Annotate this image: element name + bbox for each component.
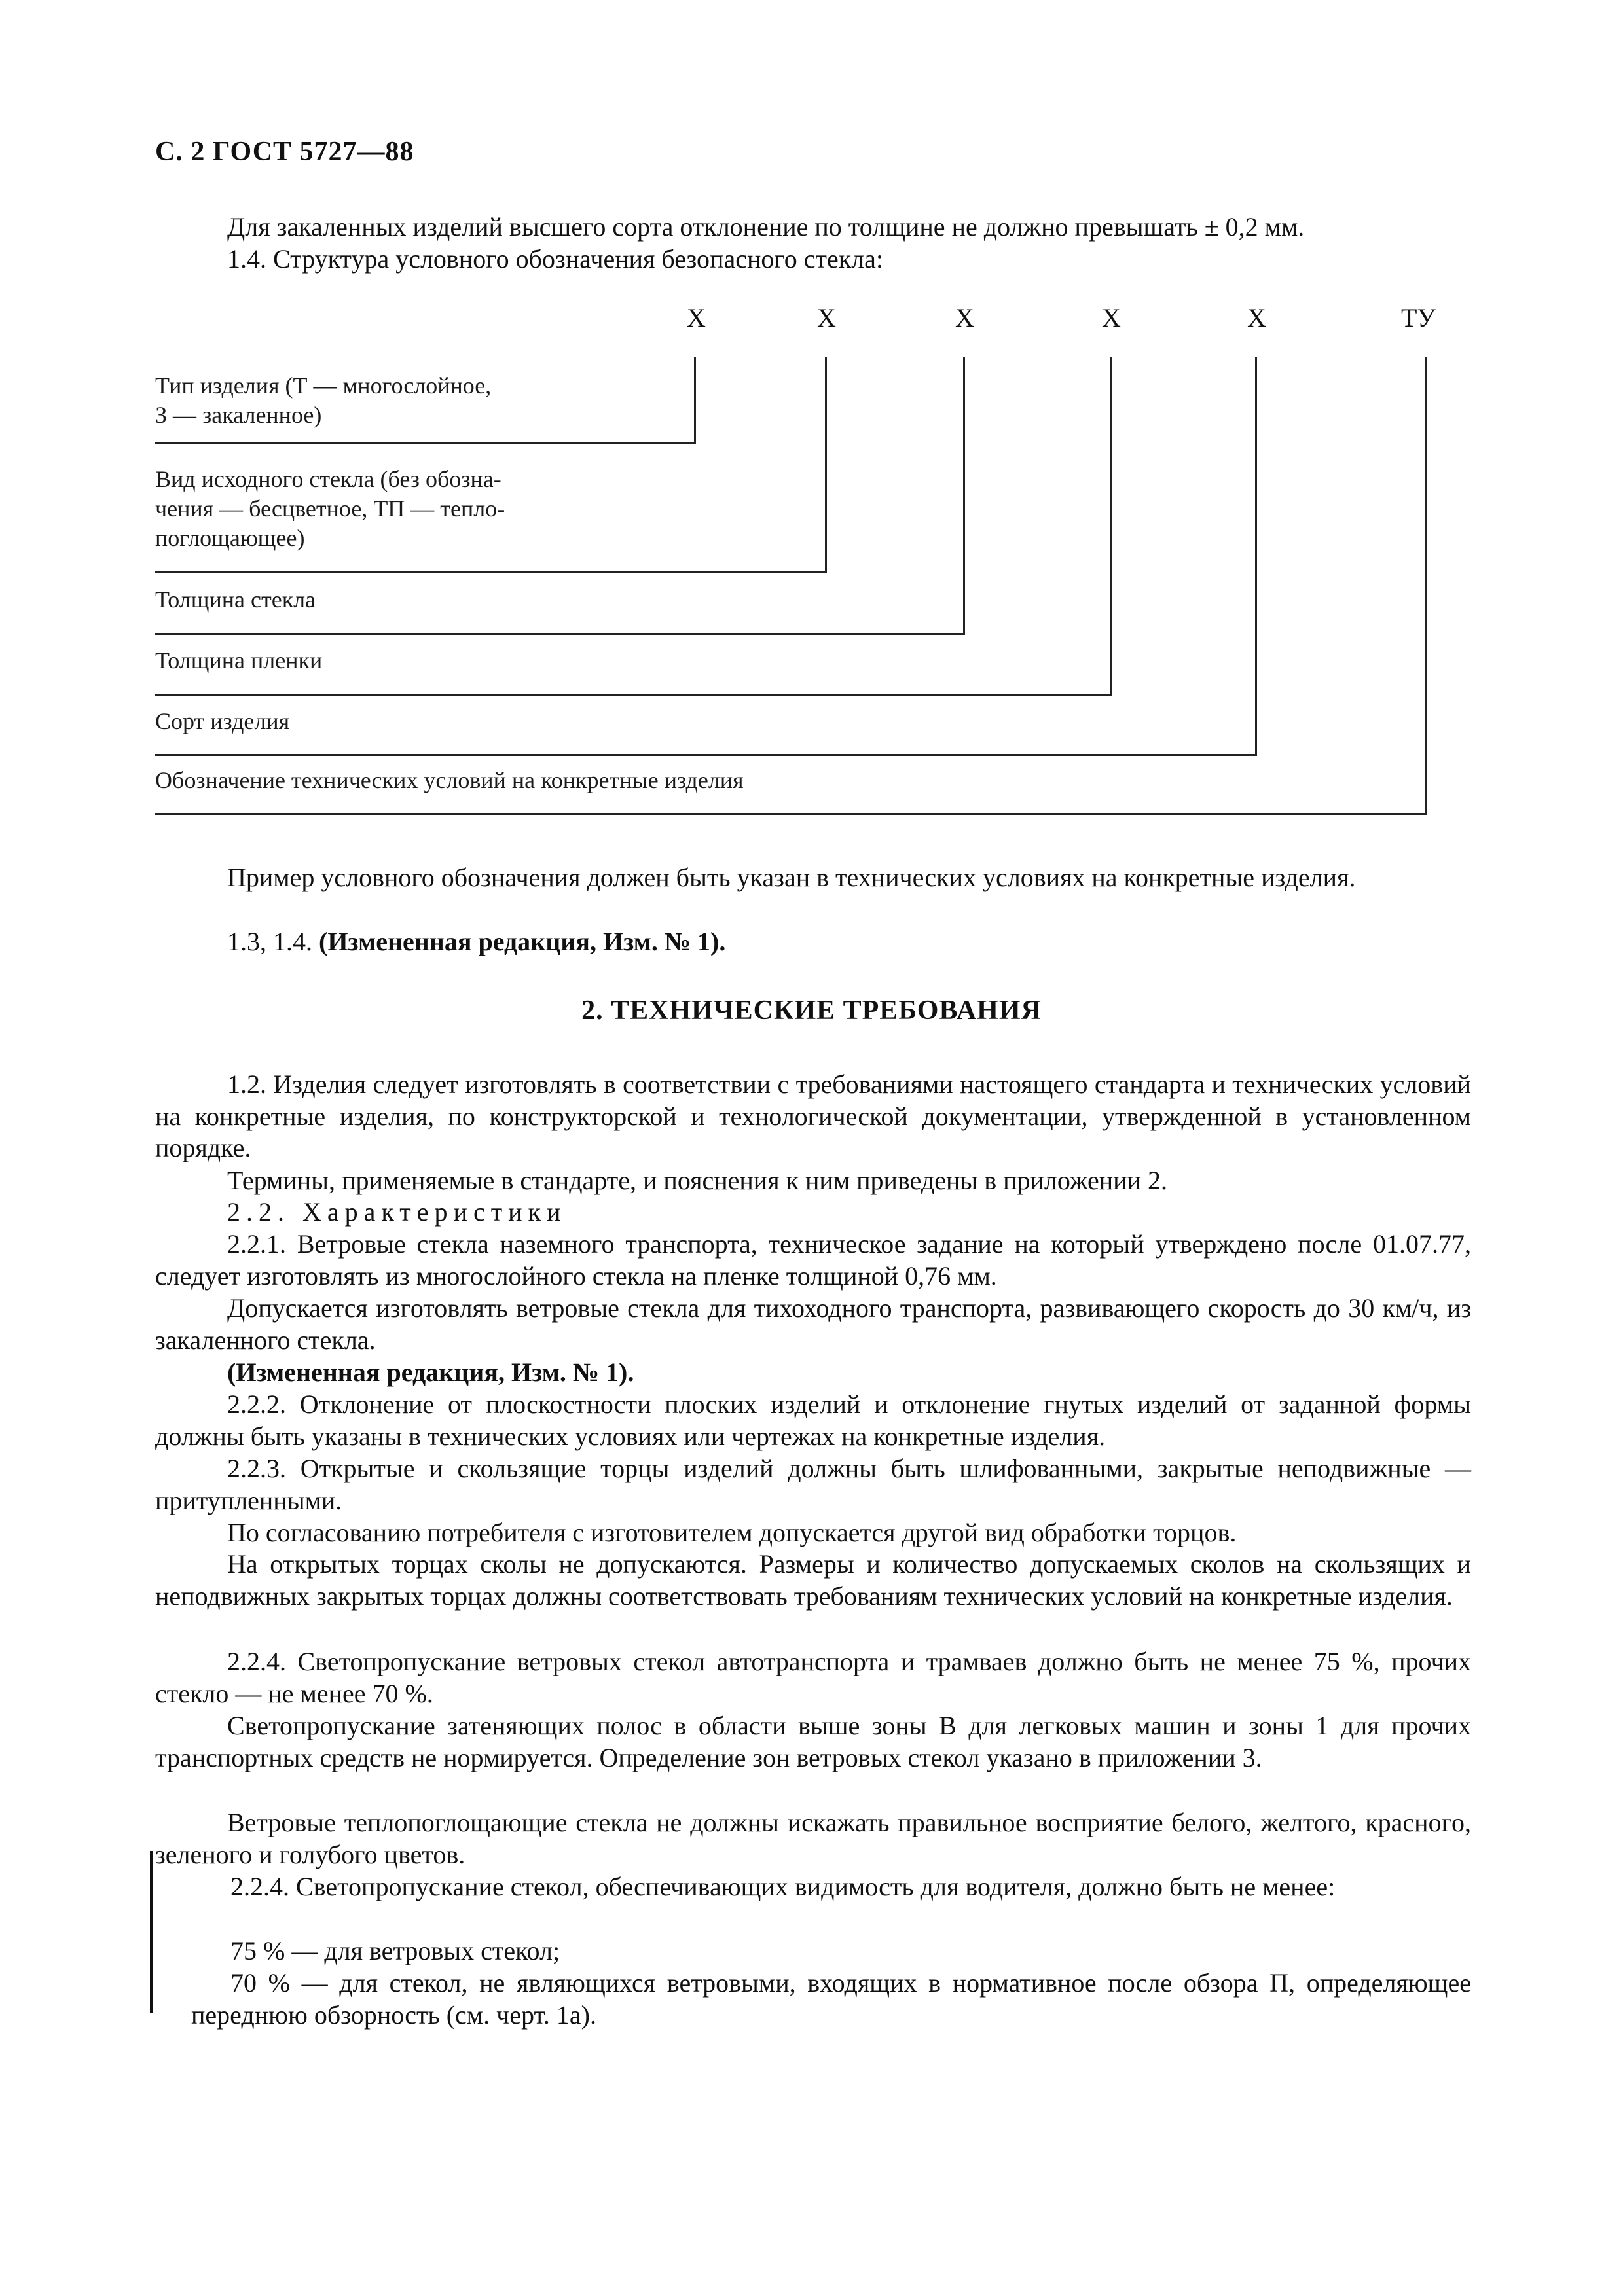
connector-vertical-4	[1110, 357, 1112, 696]
paragraph-70-text: 70 % — для стекол, не являющихся ветровыми, входящих в нормативное после обзора П, определяющее переднюю обзорность (см. черт. 1а).	[191, 1968, 1471, 2030]
paragraph-2-2-1-text: 2.2.1. Ветровые стекла наземного транспорта, техническое задание на который утверждено после 01.07.77, следует изготовлять из многослойного стекла на пленке толщиной 0,76 мм.	[155, 1229, 1471, 1291]
paragraph-agree-text: По согласованию потребителя с изготовителем допускается другой вид обработки торцов.	[227, 1518, 1237, 1547]
label-product-type: Тип изделия (Т — многослойное, З — закаленное)	[155, 372, 492, 428]
connector-vertical-1	[694, 357, 696, 444]
connector-horizontal-3	[155, 633, 965, 635]
paragraph-2-2-text: 2.2. Характеристики	[227, 1197, 567, 1227]
amendment-text: (Измененная редакция, Изм. № 1).	[319, 927, 726, 956]
paragraph-75-text: 75 % — для ветровых стекол;	[230, 1936, 560, 1965]
amendment-prefix: 1.3, 1.4.	[227, 927, 319, 956]
paragraph-heat	[155, 1807, 1471, 1871]
code-film-thickness: X	[1102, 303, 1121, 332]
amendment-note-1	[155, 926, 1471, 958]
paragraph-70	[191, 1967, 1471, 2031]
change-bar	[150, 1851, 153, 2013]
paragraph-terms-text: Термины, применяемые в стандарте, и пояснения к ним приведены в приложении 2.	[227, 1166, 1167, 1195]
paragraph-shade-text: Светопропускание затеняющих полос в области выше зоны В для легковых машин и зоны 1 для прочих транспортных средств не нормируется. Определение зон ветровых стекол указано в приложении 3.	[155, 1711, 1471, 1772]
paragraph-terms	[155, 1165, 1471, 1197]
connector-vertical-5	[1255, 357, 1257, 756]
connector-horizontal-1	[155, 442, 696, 444]
paragraph-changed	[155, 1357, 1471, 1389]
paragraph-75	[191, 1935, 1471, 1967]
paragraph-2-2-4a-text: 2.2.4. Светопропускание ветровых стекол автотранспорта и трамваев должно быть не менее 75 %, прочих стекло — не менее 70 %.	[155, 1647, 1471, 1708]
connector-horizontal-5	[155, 754, 1257, 756]
label-source-glass: Вид исходного стекла (без обозна- чения — бесцветное, ТП — тепло- поглощающее)	[155, 466, 505, 551]
paragraph-shade	[155, 1710, 1471, 1774]
paragraph-2-2-4a	[155, 1646, 1471, 1710]
paragraph-2-2-2	[155, 1389, 1471, 1452]
intro-line-2: 1.4. Структура условного обозначения безопасного стекла:	[227, 244, 884, 274]
label-grade: Сорт изделия	[155, 708, 290, 734]
code-type: X	[687, 303, 706, 332]
paragraph-2-2	[155, 1196, 1471, 1229]
code-glass: X	[817, 303, 836, 332]
page-header: С. 2 ГОСТ 5727—88	[155, 137, 414, 167]
paragraph-1-2	[155, 1069, 1471, 1164]
paragraph-1-2-text: 1.2. Изделия следует изготовлять в соответствии с требованиями настоящего стандарта и технических условий на конкретные изделия, по конструкторской и технологической документации, утвержденной в установленном порядке.	[155, 1069, 1471, 1162]
connector-vertical-3	[963, 357, 965, 635]
connector-horizontal-6	[155, 813, 1427, 815]
paragraph-agree	[155, 1517, 1471, 1549]
paragraph-2-2-4b-text: 2.2.4. Светопропускание стекол, обеспечивающих видимость для водителя, должно быть не менее:	[230, 1872, 1336, 1901]
paragraph-heat-text: Ветровые теплопоглощающие стекла не должны искажать правильное восприятие белого, желтого, красного, зеленого и голубого цветов.	[155, 1808, 1471, 1869]
intro-line-1: Для закаленных изделий высшего сорта отклонение по толщине не должно превышать ± 0,2 мм.	[227, 212, 1305, 242]
connector-horizontal-4	[155, 694, 1112, 696]
paragraph-2-2-2-text: 2.2.2. Отклонение от плоскостности плоских изделий и отклонение гнутых изделий от заданной формы должны быть указаны в технических условиях или чертежах на конкретные изделия.	[155, 1390, 1471, 1451]
paragraph-2-2-3-text: 2.2.3. Открытые и скользящие торцы изделий должны быть шлифованными, закрытые неподвижные — притупленными.	[155, 1454, 1471, 1515]
code-glass-thickness: X	[955, 303, 974, 332]
paragraph-changed-text: (Измененная редакция, Изм. № 1).	[227, 1357, 634, 1387]
connector-horizontal-2	[155, 571, 827, 573]
label-tech-conditions: Обозначение технических условий на конкретные изделия	[155, 767, 744, 793]
paragraph-2-2-1	[155, 1229, 1471, 1292]
paragraph-chips-text: На открытых торцах сколы не допускаются. Размеры и количество допускаемых сколов на скользящих и неподвижных закрытых торцах должны соответствовать требованиям технических условий на конкретные изделия.	[155, 1549, 1471, 1611]
example-text: Пример условного обозначения должен быть указан в технических условиях на конкретные изделия.	[227, 863, 1356, 892]
label-film-thickness: Толщина пленки	[155, 647, 323, 673]
example-paragraph	[155, 862, 1471, 894]
paragraph-2-2-3	[155, 1453, 1471, 1516]
label-glass-thickness: Толщина стекла	[155, 586, 316, 613]
paragraph-2-2-4b	[191, 1871, 1471, 1903]
paragraph-allowed-text: Допускается изготовлять ветровые стекла для тихоходного транспорта, развивающего скорость до 30 км/ч, из закаленного стекла.	[155, 1293, 1471, 1355]
paragraph-allowed	[155, 1293, 1471, 1356]
connector-vertical-6	[1425, 357, 1427, 815]
code-grade: X	[1247, 303, 1266, 332]
connector-vertical-2	[825, 357, 827, 573]
code-tu: ТУ	[1401, 303, 1436, 332]
paragraph-chips	[155, 1549, 1471, 1612]
section-title: 2. ТЕХНИЧЕСКИЕ ТРЕБОВАНИЯ	[581, 996, 1042, 1026]
